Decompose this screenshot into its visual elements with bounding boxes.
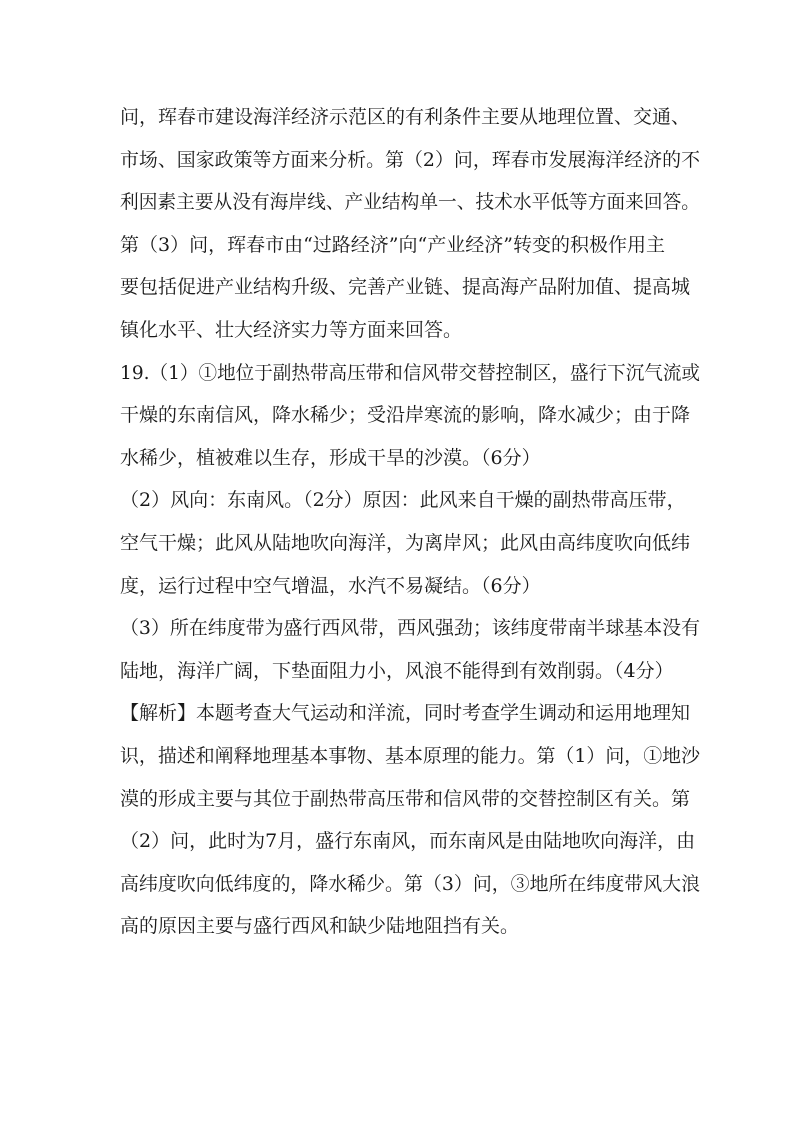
text-line: 水稀少，植被难以生存，形成干旱的沙漠。（6分） [120,446,541,469]
answer-text-block [120,96,700,948]
text-line: 度，运行过程中空气增温，水汽不易凝结。（6分） [120,574,541,597]
text-line: 镇化水平、壮大经济实力等方面来回答。 [120,318,463,341]
text-line: 空气干燥；此风从陆地吹向海洋，为离岸风；此风由高纬度吹向低纬 [120,531,691,554]
text-line: 问，珲春市建设海洋经济示范区的有利条件主要从地理位置、交通、 [120,106,691,128]
text-line: 第（3）问，珲春市由“过路经济”向“产业经济”转变的积极作用主 [120,233,665,256]
text-line: 识，描述和阐释地理基本事物、基本原理的能力。第（1）问，①地沙 [120,744,700,767]
text-line: 高的原因主要与盛行西风和缺少陆地阻挡有关。 [120,915,520,938]
text-line: 陆地，海洋广阔，下垫面阻力小，风浪不能得到有效削弱。（4分） [120,659,674,682]
text-line: （2）问，此时为7月，盛行东南风，而东南风是由陆地吹向海洋，由 [120,830,696,853]
text-line: 利因素主要从没有海岸线、产业结构单一、技术水平低等方面来回答。 [120,191,700,214]
text-line: （3）所在纬度带为盛行西风带，西风强劲；该纬度带南半球基本没有 [120,617,700,640]
analysis-heading-line: 【解析】本题考查大气运动和洋流，同时考查学生调动和运用地理知 [120,702,691,725]
text-line: 干燥的东南信风，降水稀少；受沿岸寒流的影响，降水减少；由于降 [120,404,691,427]
question-19-line: 19.（1）①地位于副热带高压带和信风带交替控制区，盛行下沉气流或 [120,361,700,384]
text-line: 市场、国家政策等方面来分析。第（2）问，珲春市发展海洋经济的不 [120,148,700,171]
text-line: （2）风向：东南风。（2分）原因：此风来自干燥的副热带高压带， [120,489,686,512]
text-line: 高纬度吹向低纬度的，降水稀少。第（3）问，③地所在纬度带风大浪 [120,872,700,895]
text-line: 要包括促进产业结构升级、完善产业链、提高海产品附加值、提高城 [120,276,691,299]
text-line: 漠的形成主要与其位于副热带高压带和信风带的交替控制区有关。第 [120,787,691,810]
